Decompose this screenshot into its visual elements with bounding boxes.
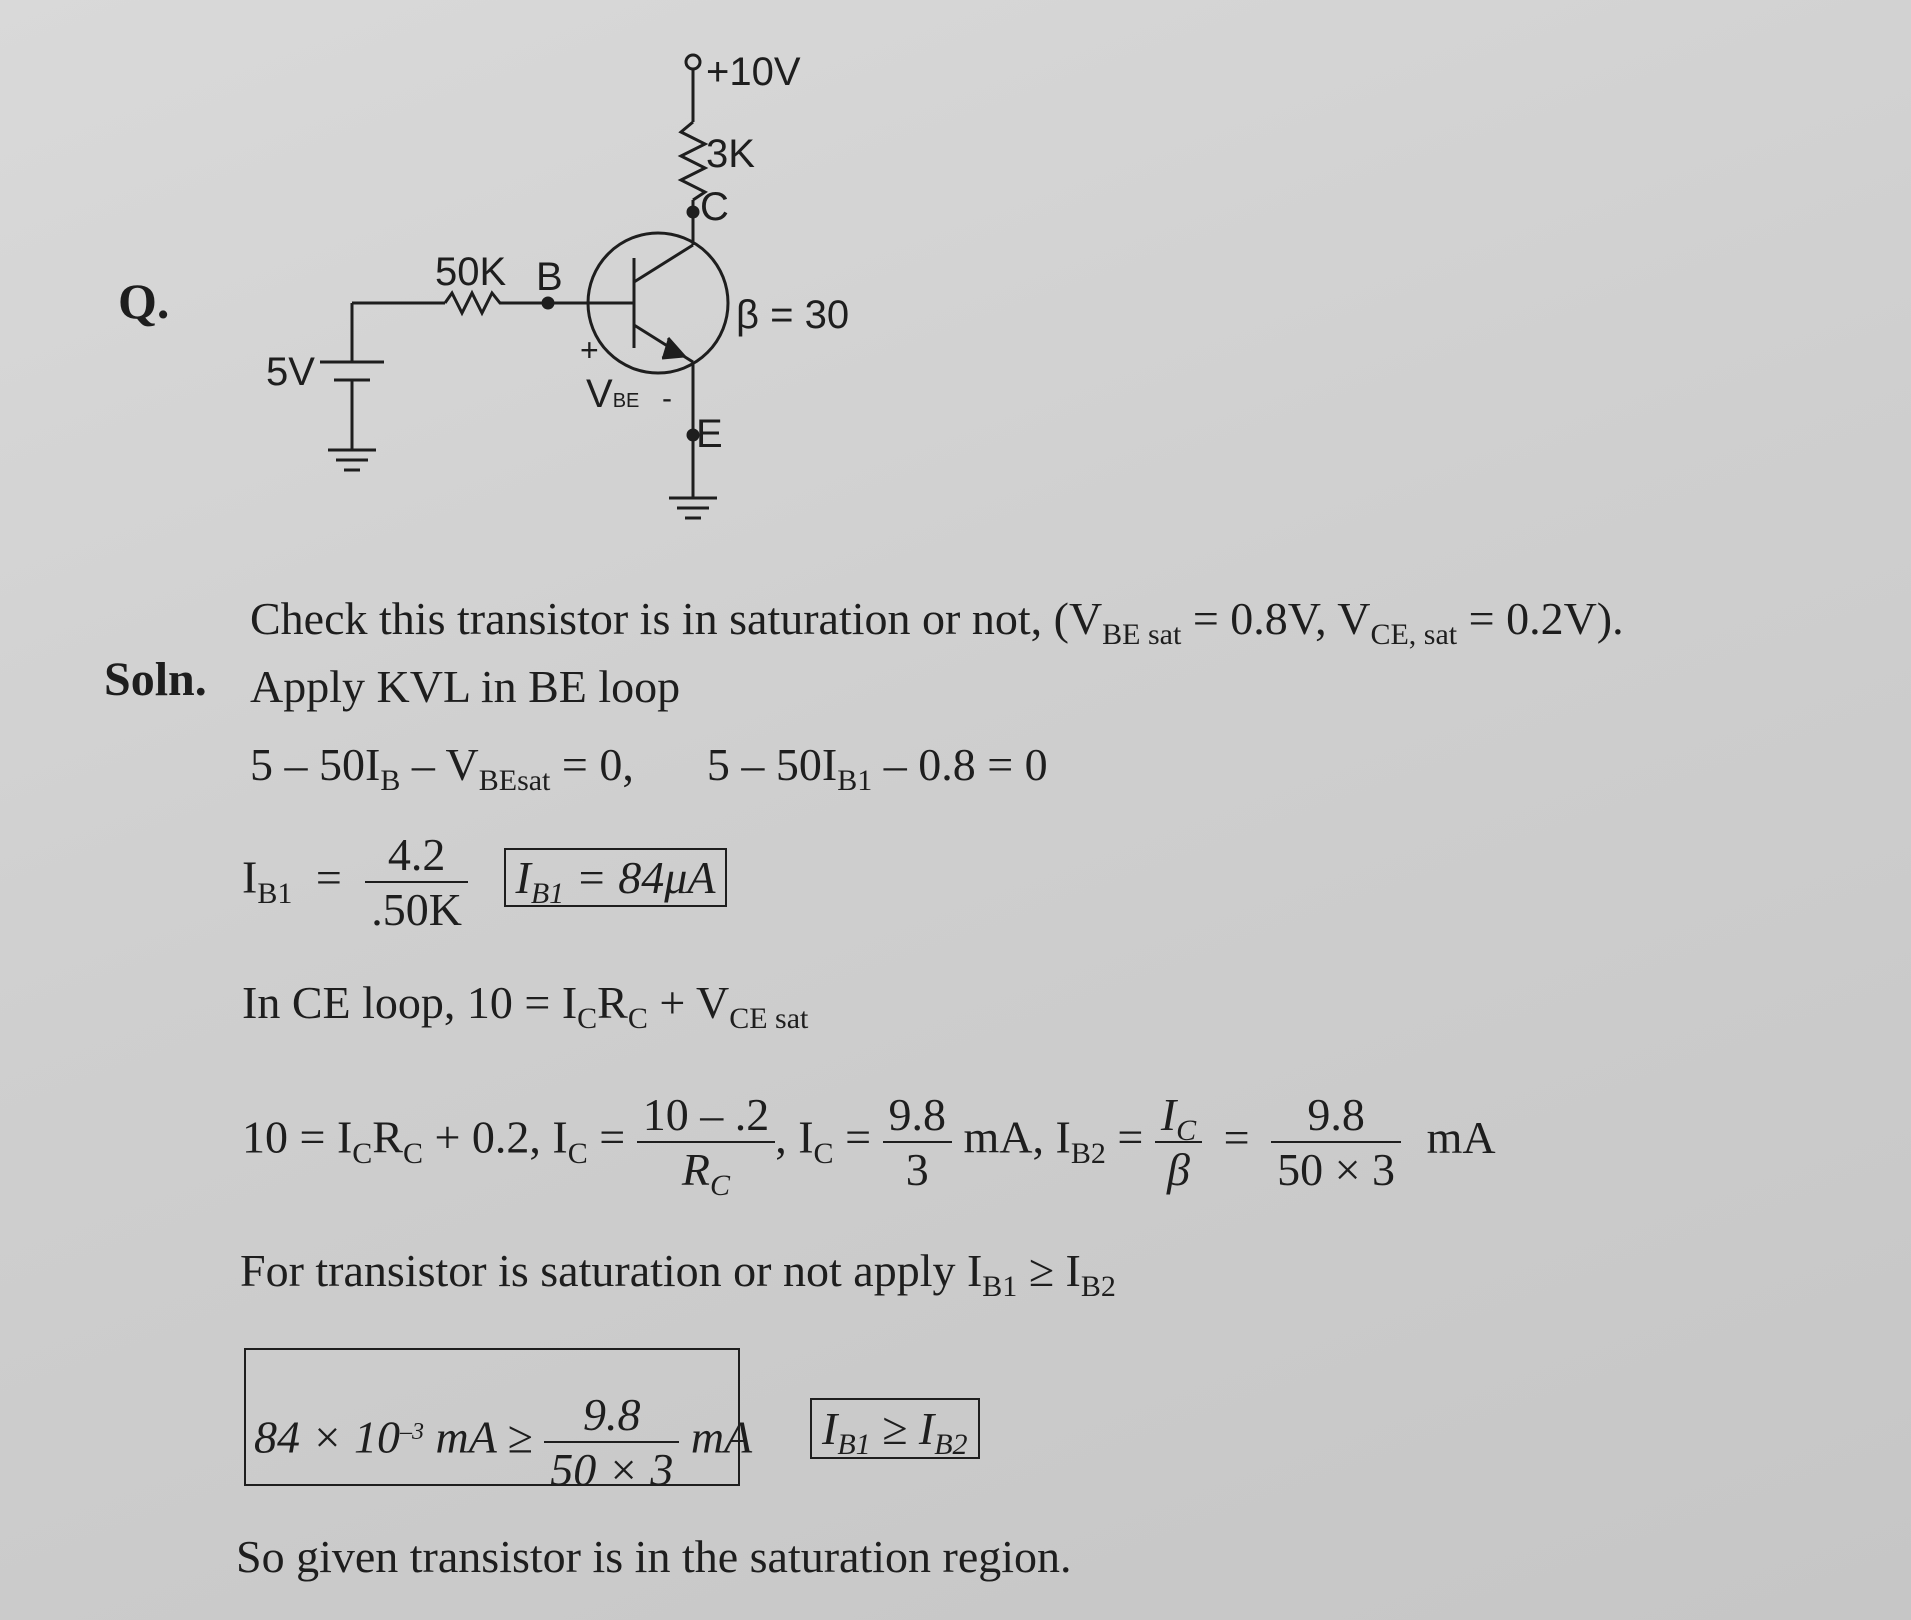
transistor-circuit-diagram: [0, 0, 1911, 560]
solution-line-ic-ib2: $10 = I_CR_C + 0.2$, $I_C$ = $\frac{10 - .2}{R_C}$ , $I_C$ = $\frac{9.8}{3}$ mA, $I_{B2}$ = $\frac{I_C}{\beta}$ = $\frac{9.8}{50 \times 3}$ mA: [242, 1089, 1496, 1202]
base-label: B: [536, 255, 563, 299]
vbe-plus-label: +: [580, 332, 599, 368]
conclusion: So given transistor is in the saturation region.: [236, 1531, 1072, 1582]
base-resistor: [445, 293, 505, 313]
solution-marker: Soln.: [104, 653, 207, 706]
emitter-arrow: [662, 338, 684, 358]
collector-resistor-label: 3K: [706, 132, 755, 176]
supply-label: +10V: [706, 50, 801, 94]
solution-line-ce-loop: In CE loop, $10 = I_CR_C + V_{CE sat}$: [242, 977, 809, 1035]
result-inequality-box: $I_{B1} \ge I_{B2}$: [810, 1398, 980, 1459]
ic-fraction-1: $\frac{10 - .2}{R_C}$: [637, 1088, 776, 1196]
ib1-fraction: $\frac{4.2}{.50K}$: [365, 828, 468, 936]
emitter-label: E: [696, 412, 723, 456]
base-resistor-label: 50K: [435, 250, 507, 294]
solution-line-kvl: Apply KVL in BE loop: [250, 661, 681, 712]
comparison-box: $84 \times 10^{-3}$ mA ≥ $\frac{9.8}{50 \times 3}$ mA: [244, 1348, 740, 1486]
solution-line-ib1: $I_{B1}$ = $\frac{4.2}{.50K}$ $I_{B1} = 84\mu A$: [242, 828, 727, 936]
solution-line-kvl-equations: $5 - 50I_B - V_{BEsat} = 0$, $5 - 50I_{B1} - 0.8 = 0$: [250, 739, 1048, 797]
supply-terminal: [686, 55, 700, 69]
vbe-label: VBE: [586, 372, 640, 416]
ib2-fraction: $\frac{I_C}{\beta}$: [1155, 1088, 1202, 1196]
solution-line-condition: For transistor is saturation or not apply $I_{B1} \ge I_{B2}$: [240, 1245, 1116, 1303]
comparison-fraction: $\frac{9.8}{50 \times 3}$: [544, 1388, 679, 1496]
question-marker: Q.: [118, 273, 170, 329]
problem-statement: Check this transistor is in saturation or not, ($V_{BE sat} = 0.8V$, $V_{CE, sat} = 0.2V$).: [250, 593, 1624, 651]
collector-label: C: [700, 185, 729, 229]
ib2-value-fraction: $\frac{9.8}{50 \times 3}$: [1271, 1088, 1401, 1196]
beta-label: β = 30: [736, 293, 850, 337]
ic-fraction-2: $\frac{9.8}{3}$: [883, 1088, 953, 1196]
source-voltage-label: 5V: [266, 350, 315, 394]
vbe-minus-label: -: [662, 382, 672, 415]
ib1-result-box: $I_{B1} = 84\mu A$: [504, 848, 728, 907]
